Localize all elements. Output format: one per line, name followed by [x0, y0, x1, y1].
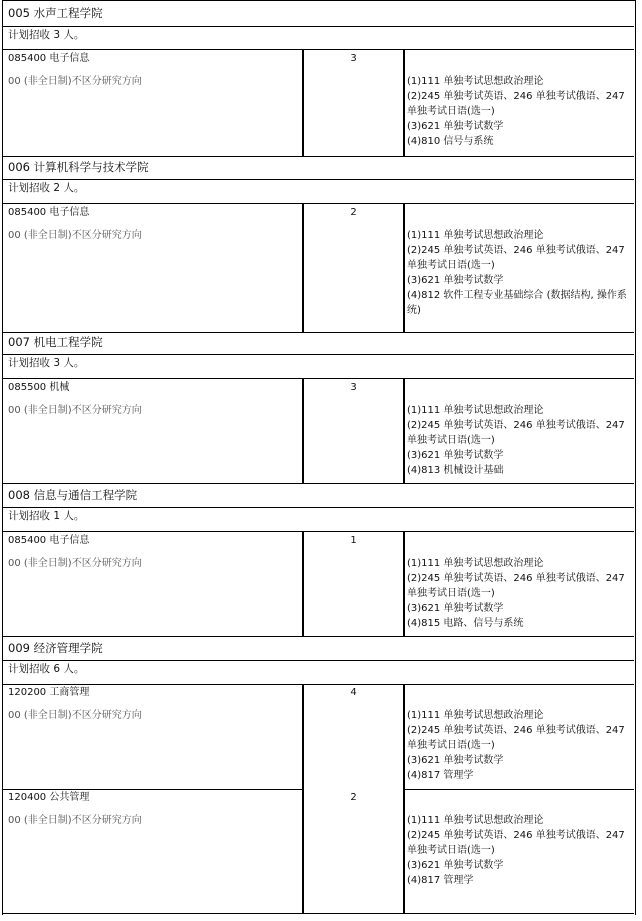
exam-subject: (2)245 单独考试英语、246 单独考试俄语、247 单独考试日语(选一)	[407, 725, 625, 751]
column-divider	[403, 204, 405, 332]
program-row	[2, 203, 634, 333]
program-code: 120200 工商管理	[8, 687, 90, 698]
exam-subject: (1)111 单独考试思想政治理论	[407, 710, 544, 721]
program-code: 120400 公共管理	[8, 792, 90, 803]
exam-subjects	[407, 556, 633, 631]
column-divider	[403, 532, 405, 636]
exam-subjects	[407, 403, 633, 478]
divider	[2, 354, 634, 355]
college-header: 007 机电工程学院	[8, 335, 103, 349]
research-direction: 00 (非全日制)不区分研究方向	[8, 76, 142, 87]
exam-subjects	[407, 228, 633, 318]
college-header: 006 计算机科学与技术学院	[8, 160, 149, 174]
program-row	[2, 49, 634, 157]
exam-subject: (4)817 管理学	[407, 875, 474, 886]
enrollment-count: 2	[350, 792, 357, 803]
program-code: 085500 机械	[8, 382, 70, 393]
college-header: 009 经济管理学院	[8, 641, 103, 655]
column-divider	[302, 50, 304, 156]
research-direction: 00 (非全日制)不区分研究方向	[8, 230, 142, 241]
column-divider	[302, 532, 304, 636]
enrollment-count: 3	[350, 53, 357, 64]
program-code: 085400 电子信息	[8, 53, 90, 64]
exam-subject: (4)815 电路、信号与系统	[407, 618, 524, 629]
enrollment-plan: 计划招收 3 人。	[8, 29, 85, 41]
program-row	[2, 378, 634, 484]
exam-subject: (1)111 单独考试思想政治理论	[407, 76, 544, 87]
exam-subject: (3)621 单独考试数学	[407, 121, 504, 132]
enrollment-plan: 计划招收 3 人。	[8, 357, 85, 369]
divider	[2, 507, 634, 508]
exam-subject: (2)245 单独考试英语、246 单独考试俄语、247 单独考试日语(选一)	[407, 91, 625, 117]
exam-subject: (3)621 单独考试数学	[407, 755, 504, 766]
research-direction: 00 (非全日制)不区分研究方向	[8, 405, 142, 416]
column-divider	[302, 379, 304, 483]
exam-subject: (4)817 管理学	[407, 770, 474, 781]
exam-subjects	[407, 813, 633, 888]
exam-subject: (1)111 单独考试思想政治理论	[407, 405, 544, 416]
enrollment-plan: 计划招收 2 人。	[8, 182, 85, 194]
enrollment-plan: 计划招收 1 人。	[8, 510, 85, 522]
research-direction: 00 (非全日制)不区分研究方向	[8, 710, 142, 721]
enrollment-count: 3	[350, 382, 357, 393]
exam-subject: (3)621 单独考试数学	[407, 860, 504, 871]
exam-subject: (2)245 单独考试英语、246 单独考试俄语、247 单独考试日语(选一)	[407, 245, 625, 271]
divider	[2, 179, 634, 180]
enrollment-plan: 计划招收 6 人。	[8, 663, 85, 675]
exam-subject: (4)812 软件工程专业基础综合 (数据结构, 操作系统)	[407, 290, 627, 316]
column-divider	[403, 379, 405, 483]
exam-subjects	[407, 74, 633, 149]
divider	[2, 26, 634, 27]
college-header: 008 信息与通信工程学院	[8, 488, 138, 502]
exam-subject: (2)245 单独考试英语、246 单独考试俄语、247 单独考试日语(选一)	[407, 420, 625, 446]
column-divider	[302, 204, 304, 332]
exam-subjects	[407, 708, 633, 783]
divider	[2, 660, 634, 661]
enrollment-count: 2	[350, 207, 357, 218]
program-row	[2, 789, 634, 912]
exam-subject: (3)621 单独考试数学	[407, 450, 504, 461]
program-code: 085400 电子信息	[8, 535, 90, 546]
program-code: 085400 电子信息	[8, 207, 90, 218]
research-direction: 00 (非全日制)不区分研究方向	[8, 815, 142, 826]
exam-subject: (4)810 信号与系统	[407, 136, 494, 147]
exam-subject: (2)245 单独考试英语、246 单独考试俄语、247 单独考试日语(选一)	[407, 573, 625, 599]
exam-subject: (1)111 单独考试思想政治理论	[407, 815, 544, 826]
program-row	[2, 531, 634, 637]
exam-subject: (3)621 单独考试数学	[407, 603, 504, 614]
exam-subject: (4)813 机械设计基础	[407, 465, 504, 476]
research-direction: 00 (非全日制)不区分研究方向	[8, 558, 142, 569]
enrollment-count: 4	[350, 687, 357, 698]
enrollment-count: 1	[350, 535, 357, 546]
column-divider	[403, 50, 405, 156]
college-header: 005 水声工程学院	[8, 6, 103, 20]
exam-subject: (2)245 单独考试英语、246 单独考试俄语、247 单独考试日语(选一)	[407, 830, 625, 856]
exam-subject: (1)111 单独考试思想政治理论	[407, 230, 544, 241]
exam-subject: (3)621 单独考试数学	[407, 275, 504, 286]
program-row	[2, 684, 634, 789]
exam-subject: (1)111 单独考试思想政治理论	[407, 558, 544, 569]
